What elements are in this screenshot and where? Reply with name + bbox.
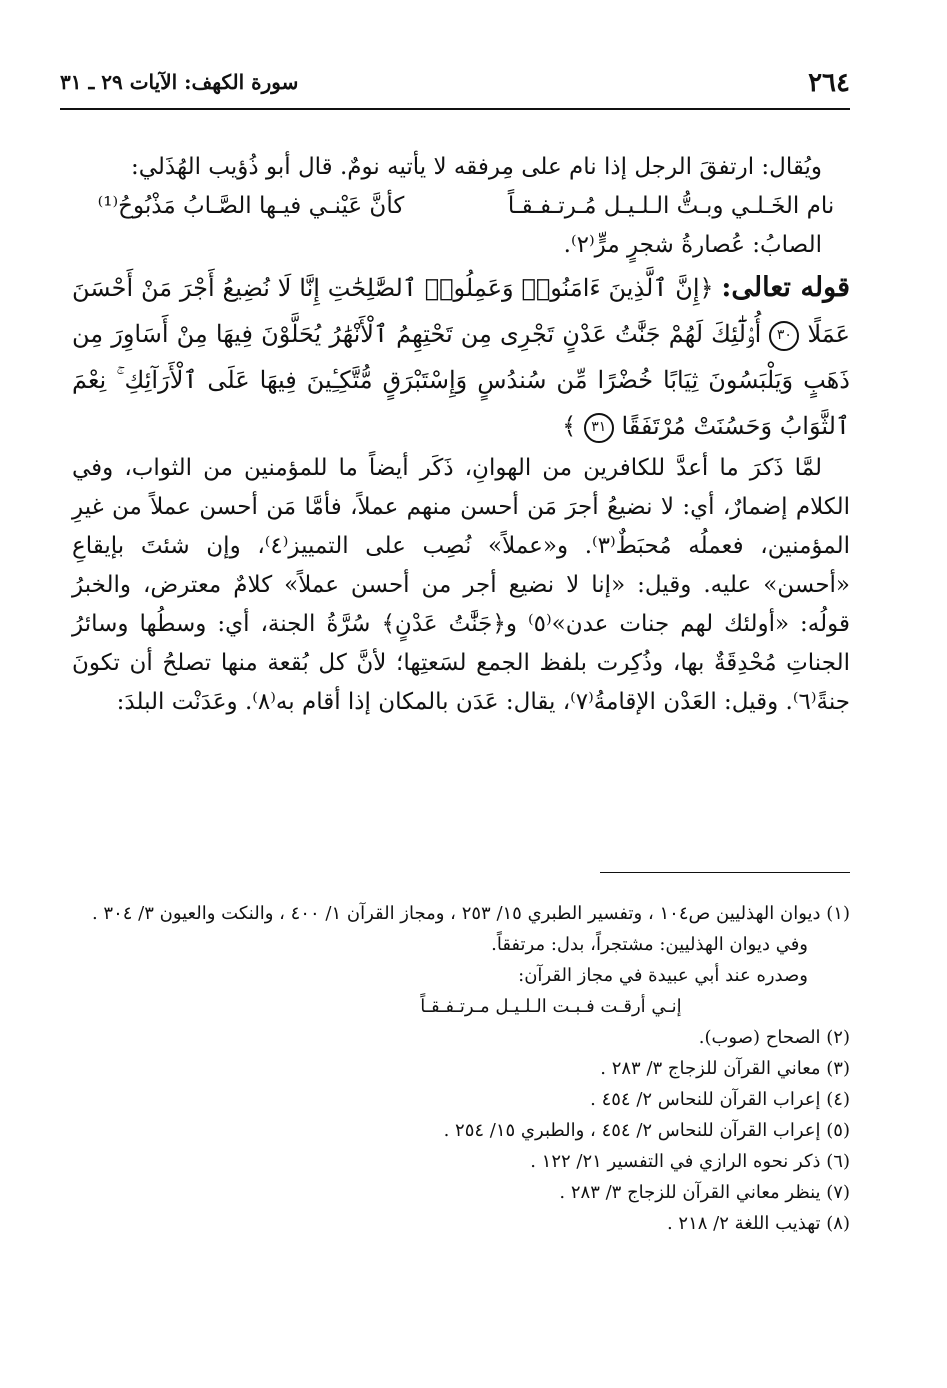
intro-paragraph: ويُقال: ارتفقَ الرجل إذا نام على مِرفقه لا يأتيه نومٌ. قال أبو ذُؤيب الهُذَلي:	[131, 154, 822, 180]
footnote-5: (٥) إعراب القرآن للنحاس ٢/ ٤٥٤ ، والطبري ١٥/ ٢٥٤ .	[443, 1120, 850, 1141]
ayah-number-31: ٣١	[584, 413, 614, 443]
quran-text-1: ﴿إِنَّ ٱلَّذِينَ ءَامَنُوا۟ وَعَمِلُوا۟ ٱلصَّٰلِحَٰتِ إِنَّا لَا نُضِيعُ أَجْرَ مَنْ أَحْسَنَ عَمَلًا	[72, 274, 850, 348]
footnote-6: (٦) ذكر نحوه الرازي في التفسير ٢١/ ١٢٢ .	[530, 1151, 850, 1172]
commentary-paragraph: لمَّا ذَكرَ ما أعدَّ للكافرين من الهوانِ، ذَكَر أيضاً ما للمؤمنين من الثواب، وفي الكلام إضمارٌ، أي: لا نضيعُ أجرَ مَن أحسن منهم عملاً، فأمَّا مَن أحسن عملاً من غيرِ المؤمنين، فعملُه مُحبَطٌ⁽٣⁾. و«عملاً» نُصِب على التمييز⁽٤⁾، وإن شئتَ بإيقاعِ «أحسن» عليه. وقيل: «إنا لا نضيع أجر من أحسن عملاً» كلامٌ معترض، والخبرُ قولُه: «أولئك لهم جنات عدن»⁽٥⁾ و﴿جَنَّٰتُ عَدْنٍ﴾ سُرَّةُ الجنة، أي: وسطُها وسائرُ الجناتِ مُحْدِقَةٌ بها، وذُكِرت بلفظ الجمع لسَعتِها؛ لأنَّ كل بُقعة منها تصلحُ أن تكونَ جنةً⁽٦⁾. وقيل: العَدْن الإقامةُ⁽٧⁾، يقال: عَدَن بالمكان إذا أقام به⁽٨⁾. وعَدَنْت البلدَ:	[72, 455, 850, 715]
footnote-3: (٣) معاني القرآن للزجاج ٣/ ٢٨٣ .	[600, 1058, 850, 1079]
footnote-rule	[600, 872, 850, 873]
running-title: سورة الكهف: الآيات ٢٩ ـ ٣١	[60, 70, 299, 94]
quran-close-bracket: ﴾	[562, 412, 577, 440]
quran-text-2: أُو۟لَٰٓئِكَ لَهُمْ جَنَّٰتُ عَدْنٍ تَجْرِى مِن تَحْتِهِمُ ٱلْأَنْهَٰرُ يُحَلَّوْنَ فِيهَا مِنْ أَسَاوِرَ مِن ذَهَبٍ وَيَلْبَسُونَ ثِيَابًا خُضْرًا مِّن سُندُسٍ وَإِسْتَبْرَقٍ مُّتَّكِـِٔينَ فِيهَا عَلَى ٱلْأَرَآئِكِ ۚ نِعْمَ ٱلثَّوَابُ وَحَسُنَتْ مُرْتَفَقًا	[72, 320, 850, 440]
footnote-1-note-1: وفي ديوان الهذليين: مشتجراً، بدل: مرتفقاً.	[491, 934, 808, 955]
footnote-2: (٢) الصحاح (صوب).	[698, 1027, 850, 1048]
verse-second-hemistich: كأنَّ عَيْنـي فيـها الصَّـابُ مَذْبُوحُ⁽¹⁾	[97, 193, 405, 219]
verse-first-hemistich: نام الخَـلـي وبـتُّ الـلـيـل مُـرتـفـقـاً	[507, 193, 835, 219]
sab-definition: الصابُ: عُصارةُ شجرٍ مرٍّ⁽٢⁾.	[563, 232, 822, 258]
page-number: ٢٦٤	[808, 68, 850, 98]
footnote-8: (٨) تهذيب اللغة ٢/ ٢١٨ .	[666, 1213, 850, 1234]
footnote-1-note-2: وصدره عند أبي عبيدة في مجاز القرآن:	[518, 965, 808, 986]
footnotes	[72, 898, 850, 1239]
main-text	[72, 148, 850, 722]
quran-label: قوله تعالى:	[721, 272, 851, 303]
header-rule	[60, 108, 850, 110]
footnote-4: (٤) إعراب القرآن للنحاس ٢/ ٤٥٤ .	[590, 1089, 850, 1110]
poetry-verse	[72, 187, 850, 226]
footnote-7: (٧) ينظر معاني القرآن للزجاج ٣/ ٢٨٣ .	[559, 1182, 850, 1203]
footnote-1-verse: إنـي أرقـت فـبـت الـلـيـل مـرتـفـقـاً	[420, 996, 682, 1017]
quran-passage	[72, 265, 850, 449]
page-header	[60, 68, 850, 104]
footnote-1: (١) ديوان الهذليين ص١٠٤ ، وتفسير الطبري ١٥/ ٢٥٣ ، ومجاز القرآن ١/ ٤٠٠ ، والنكت والعيون ٣/ ٣٠٤ .	[91, 903, 850, 924]
ayah-number-30: ٣٠	[769, 321, 799, 351]
